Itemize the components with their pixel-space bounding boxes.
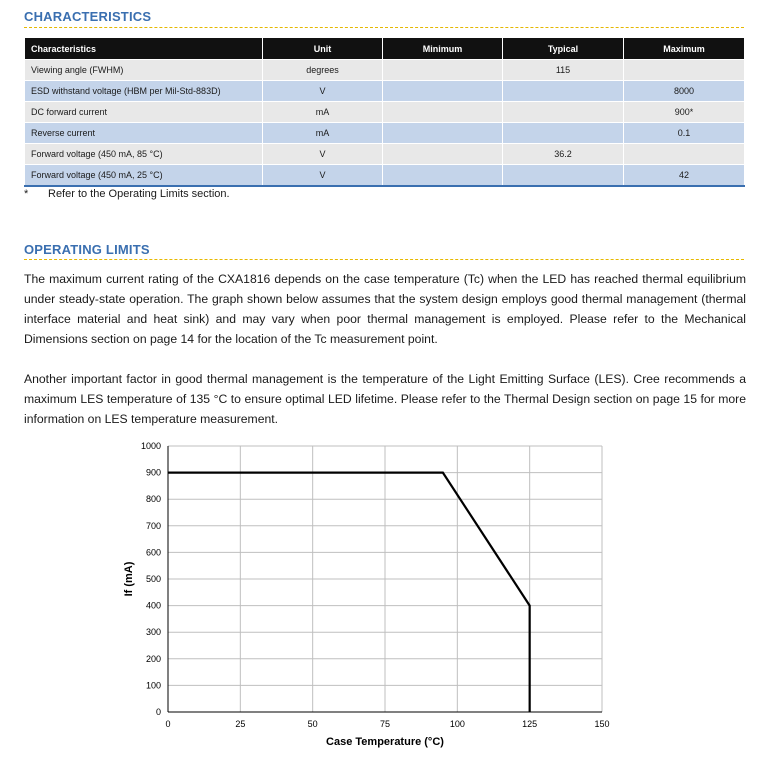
- cell-maximum: 42: [624, 165, 745, 187]
- cell-typical: [503, 165, 624, 187]
- cell-maximum: [624, 144, 745, 165]
- y-tick-label: 500: [145, 574, 161, 584]
- cell-minimum: [383, 123, 503, 144]
- y-tick-label: 800: [145, 494, 161, 505]
- y-tick-label: 1000: [140, 441, 161, 451]
- y-tick-label: 300: [145, 627, 161, 638]
- footnote-mark: *: [24, 188, 29, 200]
- cell-typical: 115: [503, 60, 624, 81]
- cell-minimum: [383, 60, 503, 81]
- y-tick-label: 100: [145, 680, 161, 691]
- table-row: [25, 144, 745, 165]
- cell-unit: V: [263, 144, 383, 165]
- cell-minimum: [383, 165, 503, 187]
- cell-minimum: [383, 81, 503, 102]
- cell-minimum: [383, 102, 503, 123]
- header-minimum: Minimum: [383, 38, 503, 60]
- chart-grid: [168, 446, 602, 712]
- y-tick-label: 400: [145, 600, 161, 611]
- cell-unit: degrees: [263, 60, 383, 81]
- table-row: [25, 81, 745, 102]
- cell-minimum: [383, 144, 503, 165]
- cell-unit: mA: [263, 102, 383, 123]
- chart-series: [168, 473, 530, 712]
- derating-chart: [110, 436, 620, 754]
- footnote-text: Refer to the Operating Limits section.: [48, 188, 230, 200]
- y-tick-label: 200: [145, 653, 161, 664]
- x-tick-label: 100: [449, 719, 465, 729]
- x-tick-label: 50: [307, 719, 318, 729]
- cell-typical: [503, 81, 624, 102]
- cell-maximum: 8000: [624, 81, 745, 102]
- y-tick-label: 600: [145, 547, 161, 558]
- cell-characteristic: DC forward current: [25, 102, 263, 123]
- table-row: [25, 123, 745, 144]
- characteristics-title: CHARACTERISTICS: [24, 9, 152, 24]
- x-tick-label: 125: [522, 719, 538, 729]
- characteristics-table: [24, 37, 745, 187]
- cell-characteristic: ESD withstand voltage (HBM per Mil-Std-883D): [25, 81, 263, 102]
- header-maximum: Maximum: [624, 38, 745, 60]
- cell-unit: V: [263, 165, 383, 187]
- cell-maximum: 900*: [624, 102, 745, 123]
- y-tick-label: 700: [145, 520, 161, 531]
- table-row: [25, 102, 745, 123]
- operating-limits-title-rule: [24, 259, 744, 260]
- cell-characteristic: Viewing angle (FWHM): [25, 60, 263, 81]
- characteristics-title-rule: [24, 27, 744, 28]
- cell-characteristic: Forward voltage (450 mA, 25 °C): [25, 165, 263, 187]
- x-axis-label: Case Temperature (°C): [326, 736, 444, 748]
- operating-limits-paragraph-1: The maximum current rating of the CXA1816 depends on the case temperature (Tc) when the LED has reached thermal equilibrium under steady-state operation. The graph shown below assumes that the system design employs good thermal management (thermal interface material and heat sink) and may vary when poor thermal management is employed. Please refer to the Mechanical Dimensions section on page 14 for the location of the Tc measurement point.: [24, 272, 746, 346]
- derating-curve: [168, 473, 530, 712]
- header-characteristics: Characteristics: [25, 38, 263, 60]
- operating-limits-paragraph-2: Another important factor in good thermal management is the temperature of the Light Emitting Surface (LES). Cree recommends a maximum LES temperature of 135 °C to ensure optimal LED lifetime. Please refer to the Thermal Design section on page 15 for more information on LES temperature measurement.: [24, 372, 746, 426]
- header-typical: Typical: [503, 38, 624, 60]
- cell-characteristic: Forward voltage (450 mA, 85 °C): [25, 144, 263, 165]
- cell-maximum: [624, 60, 745, 81]
- x-tick-label: 75: [379, 719, 391, 729]
- header-unit: Unit: [263, 38, 383, 60]
- y-axis-label: If (mA): [123, 561, 135, 597]
- cell-maximum: 0.1: [624, 123, 745, 144]
- table-row: [25, 60, 745, 81]
- y-tick-label: 0: [155, 707, 161, 717]
- x-tick-label: 25: [235, 719, 246, 729]
- cell-typical: 36.2: [503, 144, 624, 165]
- cell-typical: [503, 102, 624, 123]
- y-tick-label: 900: [145, 467, 161, 478]
- table-header-row: [25, 38, 745, 60]
- cell-typical: [503, 123, 624, 144]
- cell-unit: mA: [263, 123, 383, 144]
- cell-characteristic: Reverse current: [25, 123, 263, 144]
- x-tick-label: 150: [594, 719, 610, 729]
- x-tick-label: 0: [165, 719, 171, 729]
- table-row: [25, 165, 745, 187]
- cell-unit: V: [263, 81, 383, 102]
- operating-limits-title: OPERATING LIMITS: [24, 242, 150, 257]
